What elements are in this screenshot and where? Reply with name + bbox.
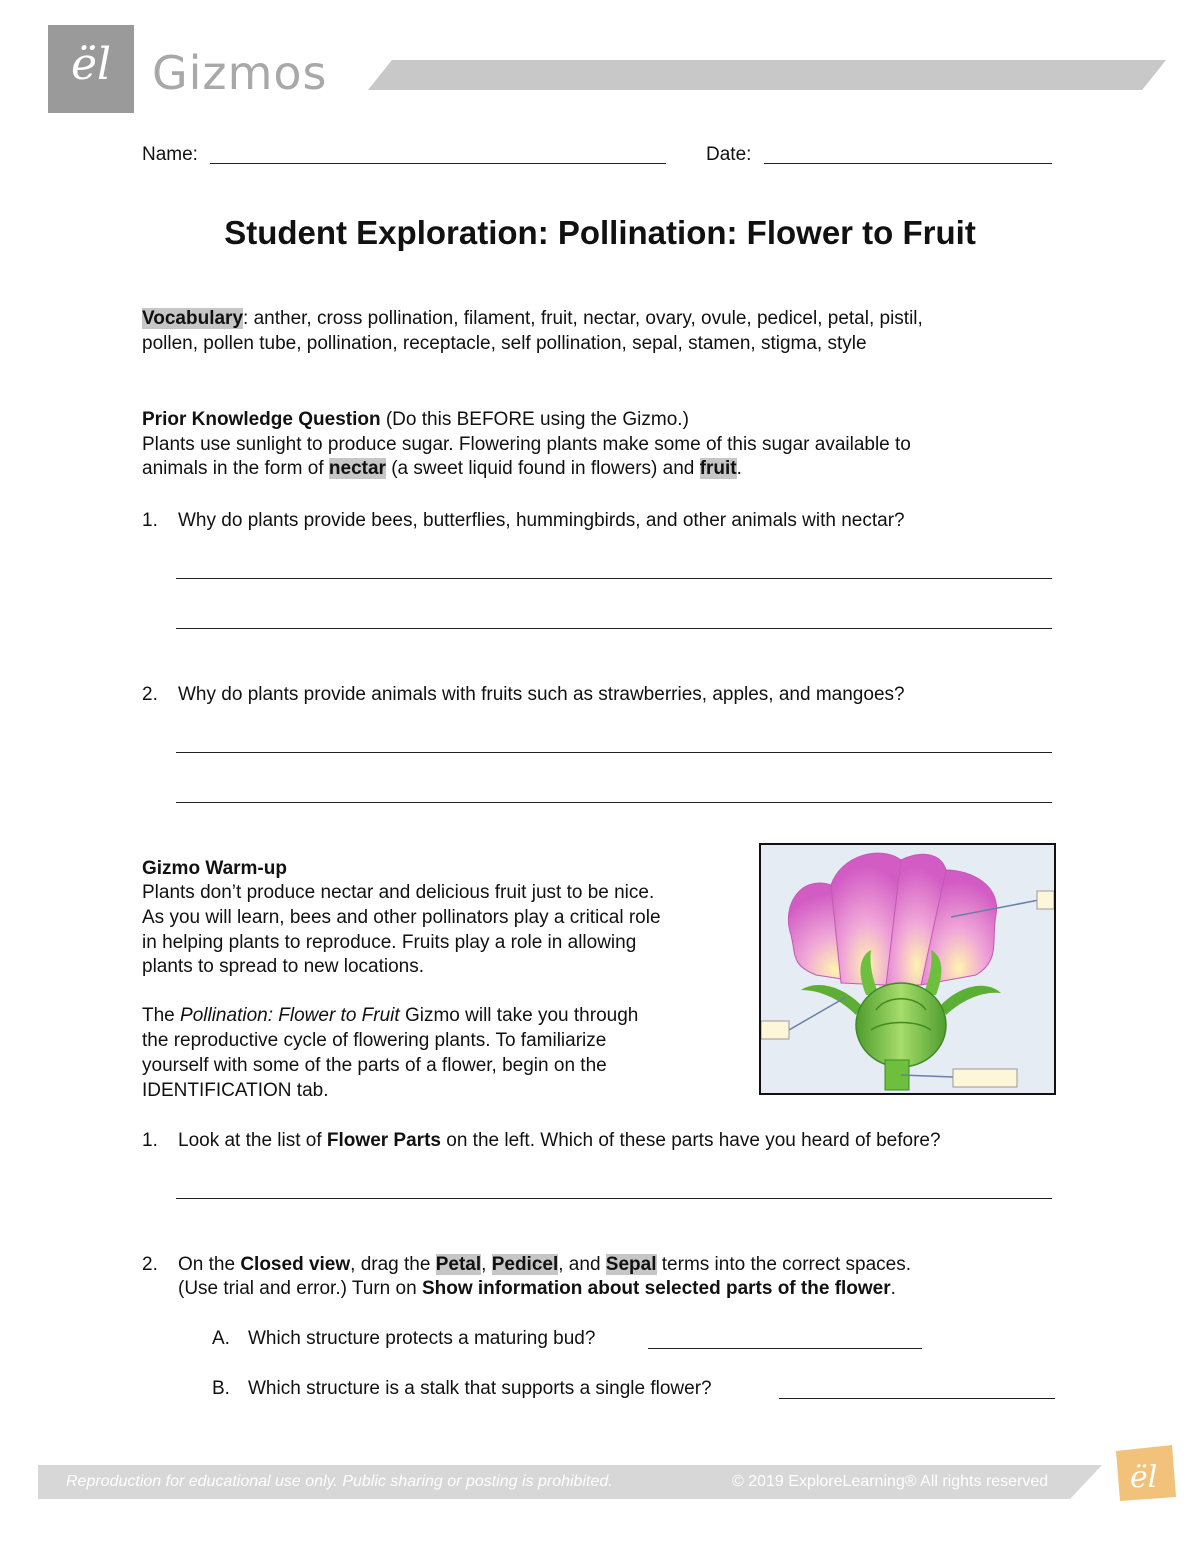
gizmos-brand: Gizmos: [152, 46, 328, 100]
answer-line[interactable]: [176, 628, 1052, 629]
vocabulary-line-1: Vocabulary: anther, cross pollination, filament, fruit, nectar, ovary, ovule, pedicel, petal, pistil,: [142, 308, 923, 329]
term-nectar: nectar: [328, 458, 386, 479]
term-pedicel: Pedicel: [491, 1254, 559, 1275]
term-petal: Petal: [435, 1254, 482, 1275]
warmup-text: Plants don’t produce nectar and delicious fruit just to be nice.: [142, 882, 655, 903]
answer-line[interactable]: [176, 802, 1052, 803]
answer-line[interactable]: [176, 578, 1052, 579]
explorelearning-badge-icon: [1106, 1443, 1178, 1503]
answer-line[interactable]: [648, 1348, 922, 1349]
prior-question-2: 2. Why do plants provide animals with fruits such as strawberries, apples, and mangoes?: [142, 684, 905, 705]
explorelearning-logo: ël: [48, 25, 134, 113]
svg-text:ël: ël: [1130, 1460, 1158, 1495]
name-label: Name:: [142, 144, 198, 165]
warmup-text: As you will learn, bees and other pollinators play a critical role: [142, 907, 661, 928]
vocabulary-label: Vocabulary: [142, 308, 244, 329]
warmup-question-1: 1. Look at the list of Flower Parts on the left. Which of these parts have you heard of before?: [142, 1130, 941, 1151]
flower-diagram: [759, 843, 1056, 1095]
page-title: Student Exploration: Pollination: Flower to Fruit: [224, 214, 976, 251]
warmup-heading: Gizmo Warm-up: [142, 858, 287, 879]
prior-text-line-2: animals in the form of nectar (a sweet liquid found in flowers) and fruit.: [142, 458, 742, 479]
warmup-text: The Pollination: Flower to Fruit Gizmo will take you through: [142, 1005, 639, 1026]
answer-line[interactable]: [176, 1198, 1052, 1199]
warmup-text: plants to spread to new locations.: [142, 956, 425, 977]
prior-text-line-1: Plants use sunlight to produce sugar. Flowering plants make some of this sugar available to: [142, 434, 911, 455]
date-label: Date:: [706, 144, 752, 165]
warmup-question-2: 2. On the Closed view, drag the Petal, Pedicel, and Sepal terms into the correct spaces.: [142, 1254, 911, 1275]
flower-illustration: [761, 845, 1054, 1093]
prior-knowledge-heading: Prior Knowledge Question (Do this BEFORE using the Gizmo.): [142, 409, 689, 430]
footer-copyright: © 2019 ExploreLearning® All rights reserved: [732, 1473, 1049, 1490]
warmup-text: IDENTIFICATION tab.: [142, 1080, 329, 1101]
answer-line[interactable]: [779, 1398, 1055, 1399]
answer-line[interactable]: [176, 752, 1052, 753]
prior-question-1: 1. Why do plants provide bees, butterflies, hummingbirds, and other animals with nectar?: [142, 510, 905, 531]
sub-question-a: A. Which structure protects a maturing bud?: [212, 1328, 596, 1349]
footer-disclaimer: Reproduction for educational use only. Public sharing or posting is prohibited.: [66, 1473, 613, 1490]
name-field[interactable]: [210, 163, 666, 164]
header-bar: [368, 60, 1166, 90]
date-field[interactable]: [764, 163, 1052, 164]
term-fruit: fruit: [699, 458, 737, 479]
warmup-text: yourself with some of the parts of a flower, begin on the: [142, 1055, 607, 1076]
sub-question-b: B. Which structure is a stalk that supports a single flower?: [212, 1378, 712, 1399]
term-sepal: Sepal: [605, 1254, 657, 1275]
vocabulary-line-2: pollen, pollen tube, pollination, receptacle, self pollination, sepal, stamen, stigma, style: [142, 333, 867, 354]
warmup-text: the reproductive cycle of flowering plants. To familiarize: [142, 1030, 607, 1051]
warmup-question-2-line-2: (Use trial and error.) Turn on Show information about selected parts of the flower.: [178, 1278, 896, 1299]
warmup-text: in helping plants to reproduce. Fruits play a role in allowing: [142, 932, 637, 953]
